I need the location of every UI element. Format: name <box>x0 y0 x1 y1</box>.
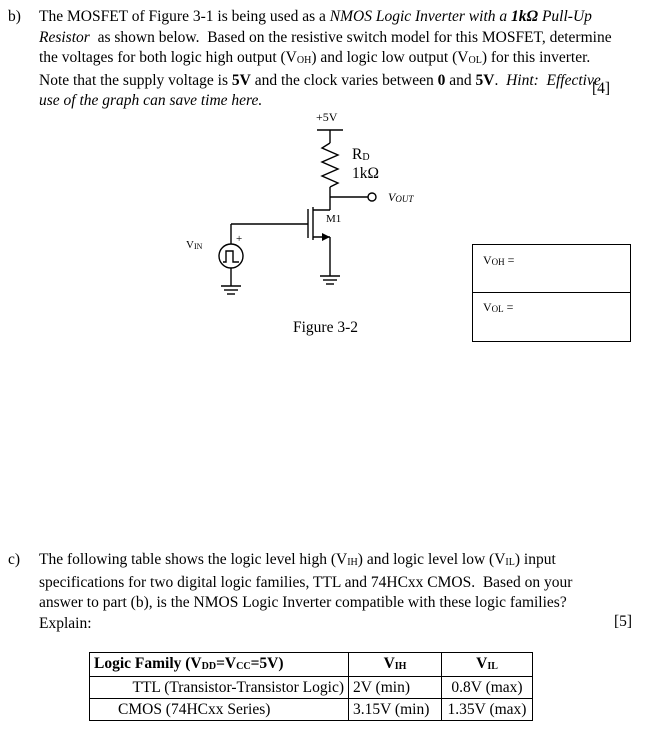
text-segment: ) and logic low output (V <box>311 49 469 66</box>
voh-label: $V_{OH}$ = <box>483 253 515 267</box>
text-line <box>39 614 572 635</box>
text-segment: and the clock varies between <box>250 71 438 89</box>
supply-label: +5V <box>316 110 338 124</box>
transistor-label: M1 <box>326 213 342 225</box>
text-segment: Resistor <box>39 28 90 46</box>
logic-level-table <box>89 652 533 721</box>
text-segment: specifications for two digital logic families, TTL and 74HCxx CMOS. Based on your <box>39 573 573 591</box>
header-logic-family: Logic Family $(V_{DD}=V_{CC}=5V)$ <box>90 653 349 677</box>
text-segment: . <box>494 71 507 89</box>
row-family: TTL (Transistor-Transistor Logic) <box>90 677 349 699</box>
text-segment: 1kΩ <box>511 8 539 25</box>
text-segment: Hint: Effective <box>506 71 601 89</box>
resistor-label: $R_D$ <box>352 146 370 163</box>
part-c-marker: c) <box>8 551 21 568</box>
text-segment: NMOS Logic Inverter with a <box>329 8 511 25</box>
vout-label: $V_{OUT}$ <box>388 190 414 204</box>
vin-label: $V_{IN}$ <box>186 239 203 251</box>
header-vih: $V_{IH}$ <box>349 653 442 677</box>
row-vih: 3.15V (min) <box>349 699 442 721</box>
vol-answer-box[interactable] <box>472 292 631 342</box>
vol-label: $V_{OL}$ = <box>483 300 514 314</box>
text-segment: IL <box>505 557 515 568</box>
figure-caption: Figure 3-2 <box>293 319 359 336</box>
text-segment: ) input <box>514 551 556 568</box>
text-segment: 5V <box>231 71 251 89</box>
text-segment: and <box>445 71 476 89</box>
text-segment: Note that the supply voltage is <box>39 71 232 89</box>
text-segment: the voltages for both logic high output (V <box>39 49 297 66</box>
text-segment: 0 <box>437 71 446 89</box>
part-b-marks: [4] <box>592 80 611 97</box>
part-b-marker: b) <box>8 8 21 25</box>
header-vil: $V_{IL}$ <box>442 653 533 677</box>
text-segment: The following table shows the logic level high (V <box>39 551 348 568</box>
part-c-question <box>39 550 572 634</box>
row-family: CMOS (74HCxx Series) <box>90 699 349 721</box>
text-segment: The MOSFET of Figure 3-1 is being used as a <box>39 8 330 25</box>
text-segment: 5V <box>475 71 495 89</box>
resistor-value: 1kΩ <box>352 165 380 182</box>
text-segment: IH <box>347 557 358 568</box>
part-c-marks: [5] <box>614 613 633 630</box>
text-segment: OL <box>468 55 482 66</box>
text-segment: ) and logic level low (V <box>357 551 506 568</box>
row-vih: 2V (min) <box>349 677 442 699</box>
table-row <box>90 699 533 721</box>
text-line <box>39 550 572 573</box>
row-vil: 0.8V (max) <box>442 677 533 699</box>
text-segment: Explain: <box>39 614 92 632</box>
text-segment: ) for this inverter. <box>481 49 591 66</box>
table-row <box>90 677 533 699</box>
source-plus-label: + <box>236 233 243 245</box>
text-segment: answer to part (b), is the NMOS Logic Inverter compatible with these logic families? <box>39 594 567 611</box>
text-line <box>39 593 572 614</box>
voh-answer-box[interactable] <box>472 244 631 293</box>
text-segment: Pull-Up <box>538 8 592 25</box>
text-segment: as shown below. Based on the resistive switch model for this MOSFET, determine <box>89 28 612 46</box>
row-vil: 1.35V (max) <box>442 699 533 721</box>
text-segment: OH <box>296 55 312 66</box>
table-header-row <box>90 653 533 677</box>
text-segment: use of the graph can save time here. <box>39 92 263 109</box>
text-line <box>39 573 572 594</box>
